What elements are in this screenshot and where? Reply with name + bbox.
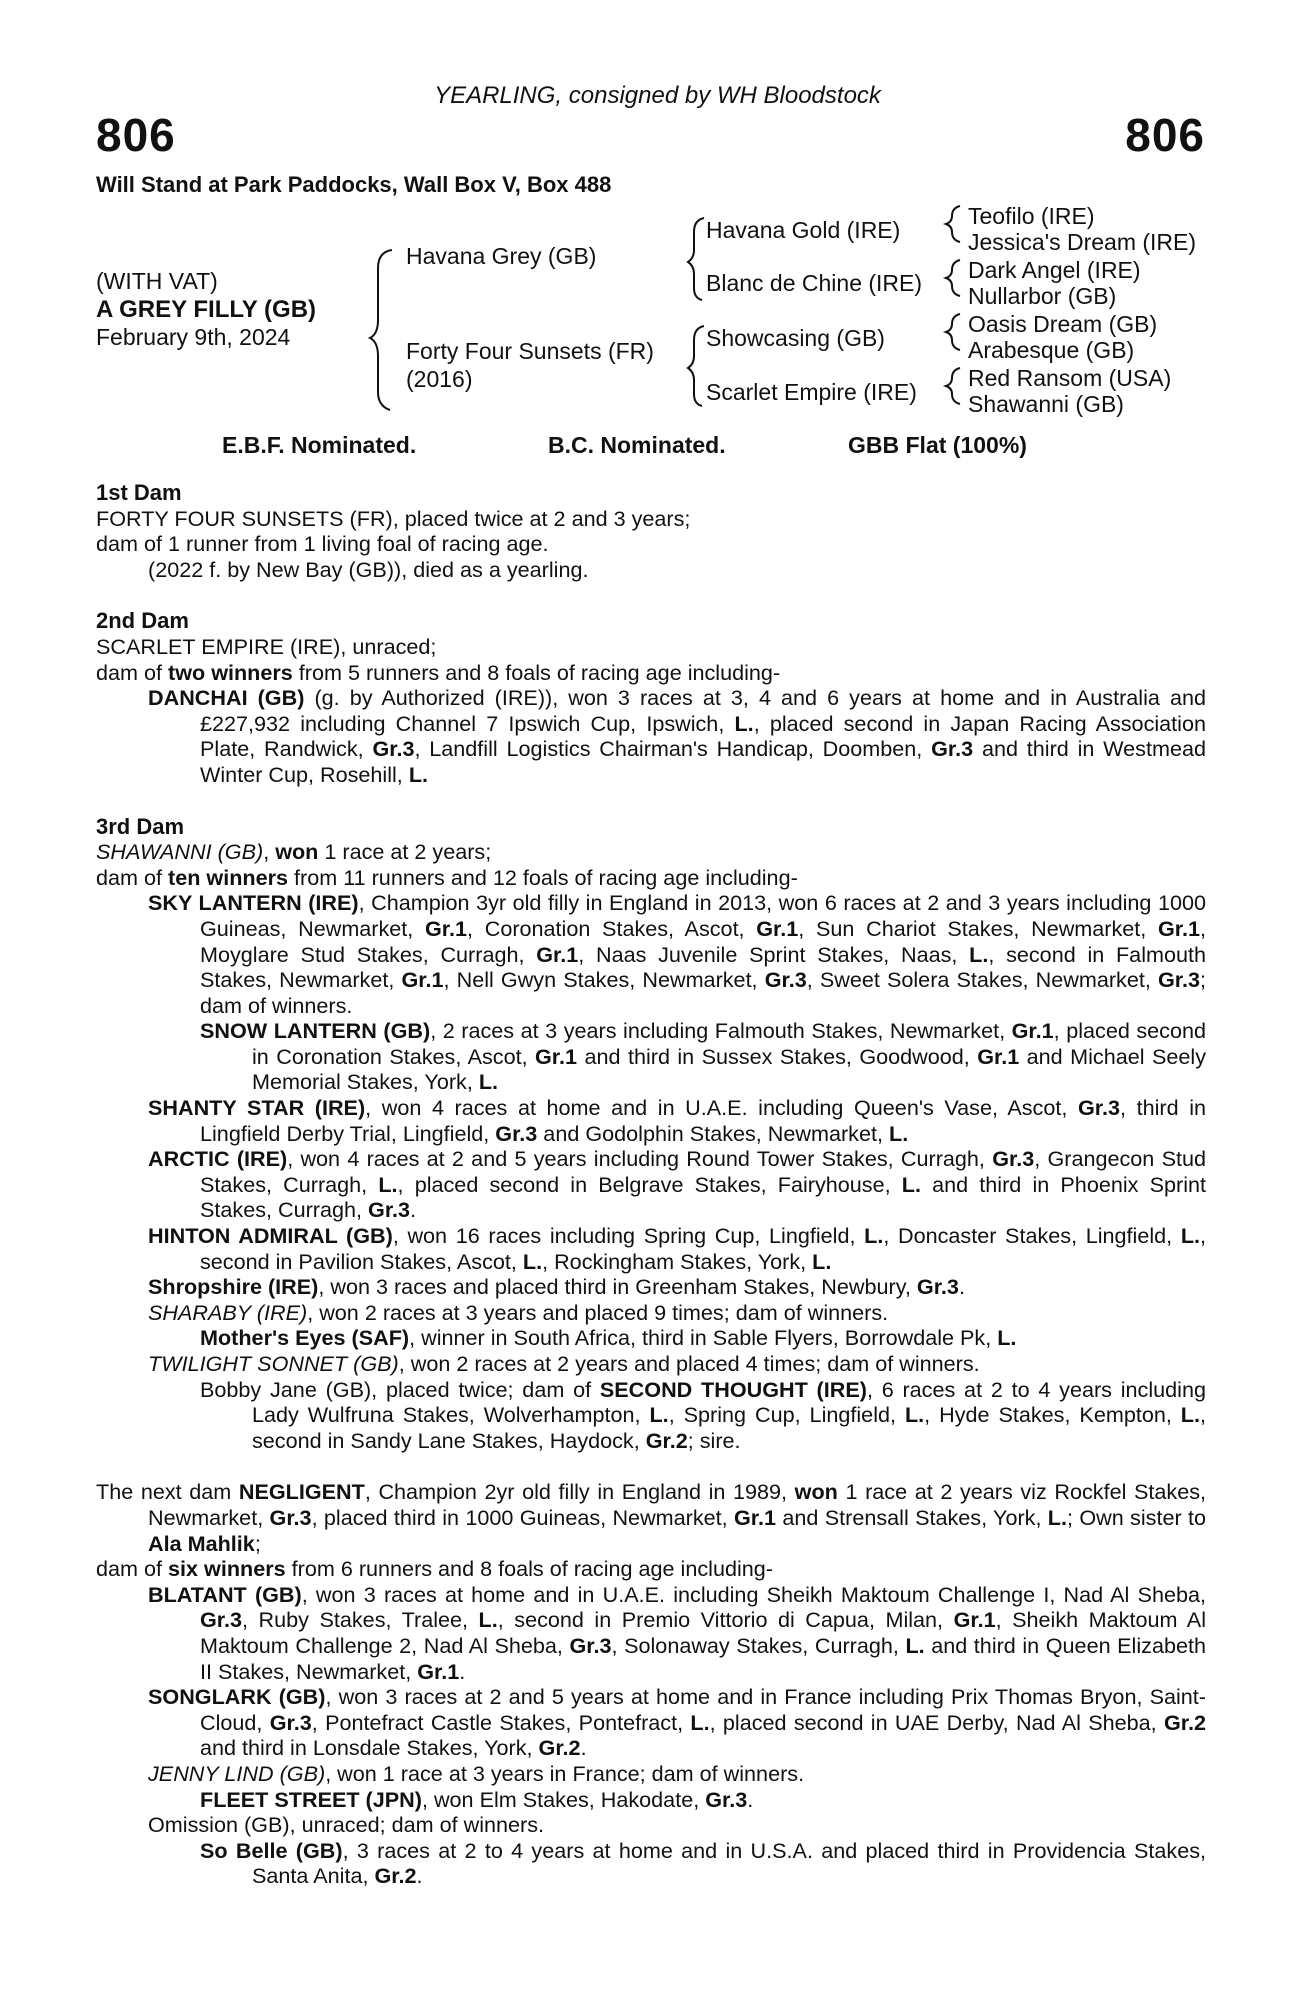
runner-name: DANCHAI (GB) [148,685,305,711]
runner-songlark: SONGLARK (GB), won 3 races at 2 and 5 years at home and in France including Prix Thomas Bryon, Saint-Cloud, Gr.3, Pontefract Castle Stakes, Pontefract, L., placed second in UAE Derby, Nad Al Sheba, Gr.2 and third in Lonsdale Stakes, York, Gr.2. [148,1684,1206,1761]
dam-sire: Showcasing (GB) [706,325,885,351]
consignor-line: YEARLING, consigned by WH Bloodstock [434,82,881,109]
runner-omission: Omission (GB), unraced; dam of winners. [148,1812,545,1838]
runner-so-belle: So Belle (GB), 3 races at 2 to 4 years at home and in U.S.A. and placed third in Providencia Stakes, Santa Anita, Gr.2. [200,1837,1206,1889]
second-dam-title: 2nd Dam [96,608,189,634]
ebf-nomination: E.B.F. Nominated. [222,432,417,458]
gg-4: Nullarbor (GB) [968,283,1117,309]
lot-number-left: 806 [96,109,176,161]
runner-danchai: DANCHAI (GB) (g. by Authorized (IRE)), won 3 races at 3, 4 and 6 years at home and in Australia and £227,932 including Channel 7 Ipswich Cup, Ipswich, L., placed second in Japan Racing Association Plate, Randwick, Gr.3, Landfill Logistics Chairman's Handicap, Doomben, Gr.3 and third in Westmead Winter Cup, Rosehill, L. [148,685,1206,787]
first-dam-line: FORTY FOUR SUNSETS (FR), placed twice at 2 and 3 years; [96,505,691,531]
horse-name: A GREY FILLY (GB) [96,296,317,323]
runner-bobby-jane: Bobby Jane (GB), placed twice; dam of SECOND THOUGHT (IRE), 6 races at 2 to 4 years including Lady Wulfruna Stakes, Wolverhampton, L., Spring Cup, Lingfield, L., Hyde Stakes, Kempton, L., second in Sandy Lane Stakes, Haydock, Gr.2; sire. [200,1376,1206,1453]
gg-1: Teofilo (IRE) [968,203,1095,229]
gg-6: Arabesque (GB) [968,337,1135,363]
runner-sky-lantern: SKY LANTERN (IRE), Champion 3yr old filly in England in 2013, won 6 races at 2 and 3 years including 1000 Guineas, Newmarket, Gr.1, Coronation Stakes, Ascot, Gr.1, Sun Chariot Stakes, Newmarket, Gr.1, Moyglare Stud Stakes, Curragh, Gr.1, Naas Juvenile Sprint Stakes, Naas, L., second in Falmouth Stakes, Newmarket, Gr.1, Nell Gwyn Stakes, Newmarket, Gr.3, Sweet Solera Stakes, Newmarket, Gr.3; dam of winners. [148,890,1207,1018]
runner-arctic: ARCTIC (IRE), won 4 races at 2 and 5 years including Round Tower Stakes, Curragh, Gr.3, Grangecon Stud Stakes, Curragh, L., placed second in Belgrave Stakes, Fairyhouse, L. and third in Phoenix Sprint Stakes, Curragh, Gr.3. [148,1146,1207,1223]
sire-sire: Havana Gold (IRE) [706,217,901,243]
next-dam-produce: dam of six winners from 6 runners and 8 foals of racing age including- [96,1556,773,1582]
catalogue-body [96,480,1206,1889]
gg-8: Shawanni (GB) [968,391,1124,417]
next-dam-line: The next dam NEGLIGENT, Champion 2yr old filly in England in 1989, won 1 race at 2 years viz Rockfel Stakes, Newmarket, Gr.3, placed third in 1000 Guineas, Newmarket, Gr.1 and Strensall Stakes, York, L.; Own sister to Ala Mahlik; [96,1479,1206,1556]
sire-dam: Blanc de Chine (IRE) [706,270,923,296]
gg-7: Red Ransom (USA) [968,365,1172,391]
stand-location: Will Stand at Park Paddocks, Wall Box V, Box 488 [96,172,612,197]
runner-shanty-star: SHANTY STAR (IRE), won 4 races at home and in U.A.E. including Queen's Vase, Ascot, Gr.3, third in Lingfield Derby Trial, Lingfield, Gr.3 and Godolphin Stakes, Newmarket, L. [148,1095,1206,1146]
first-dam-title: 1st Dam [96,480,182,505]
runner-sharaby: SHARABY (IRE), won 2 races at 3 years and placed 9 times; dam of winners. [148,1299,889,1325]
sire: Havana Grey (GB) [406,243,597,269]
foaling-date: February 9th, 2024 [96,324,291,350]
second-dam-line: SCARLET EMPIRE (IRE), unraced; [96,633,437,659]
lot-number-right: 806 [1125,109,1205,161]
third-dam-title: 3rd Dam [96,813,185,839]
gbb-status: GBB Flat (100%) [848,432,1027,458]
runner-jenny-lind: JENNY LIND (GB), won 1 race at 3 years in France; dam of winners. [148,1760,805,1786]
runner-shropshire: Shropshire (IRE), won 3 races and placed third in Greenham Stakes, Newbury, Gr.3. [148,1274,965,1300]
gg-3: Dark Angel (IRE) [968,257,1141,283]
runner-snow-lantern: SNOW LANTERN (GB), 2 races at 3 years including Falmouth Stakes, Newmarket, Gr.1, placed second in Coronation Stakes, Ascot, Gr.1 and third in Sussex Stakes, Goodwood, Gr.1 and Michael Seely Memorial Stakes, York, L. [200,1018,1207,1095]
second-dam-produce: dam of two winners from 5 runners and 8 foals of racing age including- [96,659,781,685]
gg-2: Jessica's Dream (IRE) [968,229,1197,255]
runner-mothers-eyes: Mother's Eyes (SAF), winner in South Africa, third in Sable Flyers, Borrowdale Pk, L. [200,1325,1017,1351]
first-dam-produce: dam of 1 runner from 1 living foal of racing age. [96,531,549,557]
gg-5: Oasis Dream (GB) [968,311,1158,337]
first-dam-foal: (2022 f. by New Bay (GB)), died as a yearling. [148,556,589,582]
vat-note: (WITH VAT) [96,268,218,294]
dam-dam: Scarlet Empire (IRE) [706,379,917,405]
dam: Forty Four Sunsets (FR) [406,338,654,364]
runner-blatant: BLATANT (GB), won 3 races at home and in U.A.E. including Sheikh Maktoum Challenge I, Nad Al Sheba, Gr.3, Ruby Stakes, Tralee, L., second in Premio Vittorio di Capua, Milan, Gr.1, Sheikh Maktoum Al Maktoum Challenge 2, Nad Al Sheba, Gr.3, Solonaway Stakes, Curragh, L. and third in Queen Elizabeth II Stakes, Newmarket, Gr.1. [148,1581,1206,1684]
runner-fleet-street: FLEET STREET (JPN), won Elm Stakes, Hakodate, Gr.3. [200,1786,754,1812]
runner-twilight-sonnet: TWILIGHT SONNET (GB), won 2 races at 2 years and placed 4 times; dam of winners. [148,1351,980,1376]
bc-nomination: B.C. Nominated. [548,432,726,458]
dam-year: (2016) [406,366,473,392]
third-dam-produce: dam of ten winners from 11 runners and 12 foals of racing age including- [96,864,798,890]
third-dam-line: SHAWANNI (GB), won 1 race at 2 years; [96,839,492,865]
runner-hinton-admiral: HINTON ADMIRAL (GB), won 16 races including Spring Cup, Lingfield, L., Doncaster Stakes, Lingfield, L., second in Pavilion Stakes, Ascot, L., Rockingham Stakes, York, L. [148,1223,1207,1274]
